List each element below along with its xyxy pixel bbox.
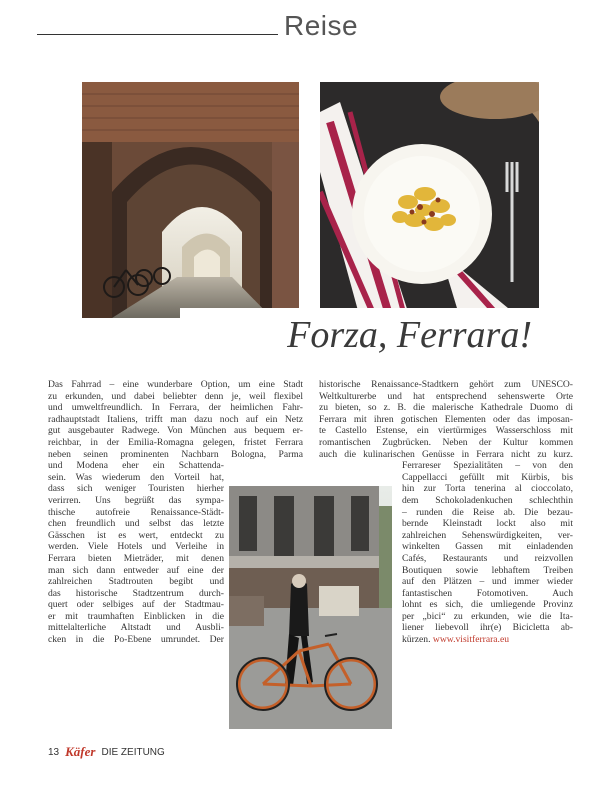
page-footer [48,744,165,760]
text-line: chen freundlich und selbst das letzte [48,518,224,530]
text-line: per „bici“ zu erkunden, wie die Ita- [402,610,573,622]
text-line: zu erkunden, und dabei beliebter denn je, weil flexibel [48,390,303,402]
article-headline: Forza, Ferrara! [180,308,540,362]
text-line: zahlreichen Stadtrouten begibt und [48,576,224,588]
visit-ferrara-link[interactable]: www.visitferrara.eu [432,634,510,646]
text-line: und Modena eher ein Schattenda- [48,460,224,472]
text-line: Ferrara bieten Mieträder, mit denen [48,552,224,564]
text-line: Ferrara mit ihren gotischen Elementen oder das imposan- [319,413,573,425]
text-line: quert oder selbiges auf der Stadtmau- [48,599,224,611]
text-line: man sich dann entweder auf eine der [48,564,224,576]
text-line: zu bieten, so z. B. die malerische Kathedrale Duomo di [319,402,573,414]
text-line: auch die kulinarischen Genüsse in Ferrara nicht zu kurz. [319,448,573,460]
text-line: auf den Plätzen – und immer wieder [402,576,573,588]
column-right-end-line [402,634,573,646]
text-line: und umweltfreundlich. In Ferrara, der heimlichen Fahr- [48,402,303,414]
text-line: neben seinen prominenten Nachbarn Bologna, Parma [48,448,303,460]
text-line: romantischen Zugbrücken. Neben der Kultur kommen [319,436,573,448]
column-right-bottom [402,460,573,634]
text-line: dass sich weniger Touristen hierher [48,483,224,495]
column-right-end-text: kürzen. [402,634,431,646]
text-line: zahlreichen Sehenswürdigkeiten, ver- [402,529,573,541]
text-line: er mit traumhaften Einblicken in die [48,610,224,622]
text-line: das historische Stadtzentrum durch- [48,587,224,599]
text-line: gut ausgebauter Radwege. Von München aus bequem er- [48,425,303,437]
text-line: historische Renaissance-Stadtkern gehört zum UNESCO- [319,379,573,390]
pasta-plate-photo [320,82,539,318]
text-line: Das Fahrrad – eine wunderbare Option, um eine Stadt [48,379,303,390]
text-line: werden. Viele Hotels und Verleihe in [48,541,224,553]
column-right-top [319,379,573,460]
text-line: radhauptstadt Italiens, trifft man dazu noch auf ein Netz [48,413,303,425]
text-line: Ferrareser Spezialitäten – von den [402,460,573,472]
text-line: Boutiquen sowie lebhaftem Treiben [402,564,573,576]
text-line: lohnt es sich, die umliegende Provinz [402,599,573,611]
text-line: Cappellacci gefüllt mit Kürbis, bis [402,471,573,483]
text-line: winkelten Gassen mit einladenden [402,541,573,553]
page-number: 13 [48,746,60,758]
text-line: fantastischen Fotomotiven. Auch [402,587,573,599]
text-line: bernde Kleinstadt lockt also mit [402,518,573,530]
section-title: Reise [284,10,359,41]
arcade-street-photo [82,82,299,318]
text-line: Cafés, Restaurants und reizvollen [402,552,573,564]
cyclist-photo [229,486,392,729]
text-line: Weltkulturerbe und hat entsprechend sehenswerte Orte [319,390,573,402]
text-line: thische autofreie Renaissance-Städt- [48,506,224,518]
kaefer-logo: Käfer [65,744,96,759]
text-line: verirren. Uns begrüßt das sympa- [48,494,224,506]
text-line: mittelalterliche Altstadt und Ausbli- [48,622,224,634]
text-line: dem Schokoladenkuchen schlechthin [402,494,573,506]
text-line: – runden die Reise ab. Die bezau- [402,506,573,518]
text-line: hin zur Torta tenerina al cioccolato, [402,483,573,495]
text-line: cken in die Po-Ebene umrundet. Der [48,634,224,646]
text-line: reichbar, in der Emilia-Romagna gelegen, fristet Ferrara [48,436,303,448]
section-rule [37,34,278,35]
publication-name: DIE ZEITUNG [101,746,165,758]
text-line: te Castello Estense, ein viertürmiges Wasserschloss mit [319,425,573,437]
text-line: Gässchen ist es wert, entdeckt zu [48,529,224,541]
text-line: liener liebevoll ihr(e) Bicicletta ab- [402,622,573,634]
text-line: sein. Was wiederum den Vorteil hat, [48,471,224,483]
